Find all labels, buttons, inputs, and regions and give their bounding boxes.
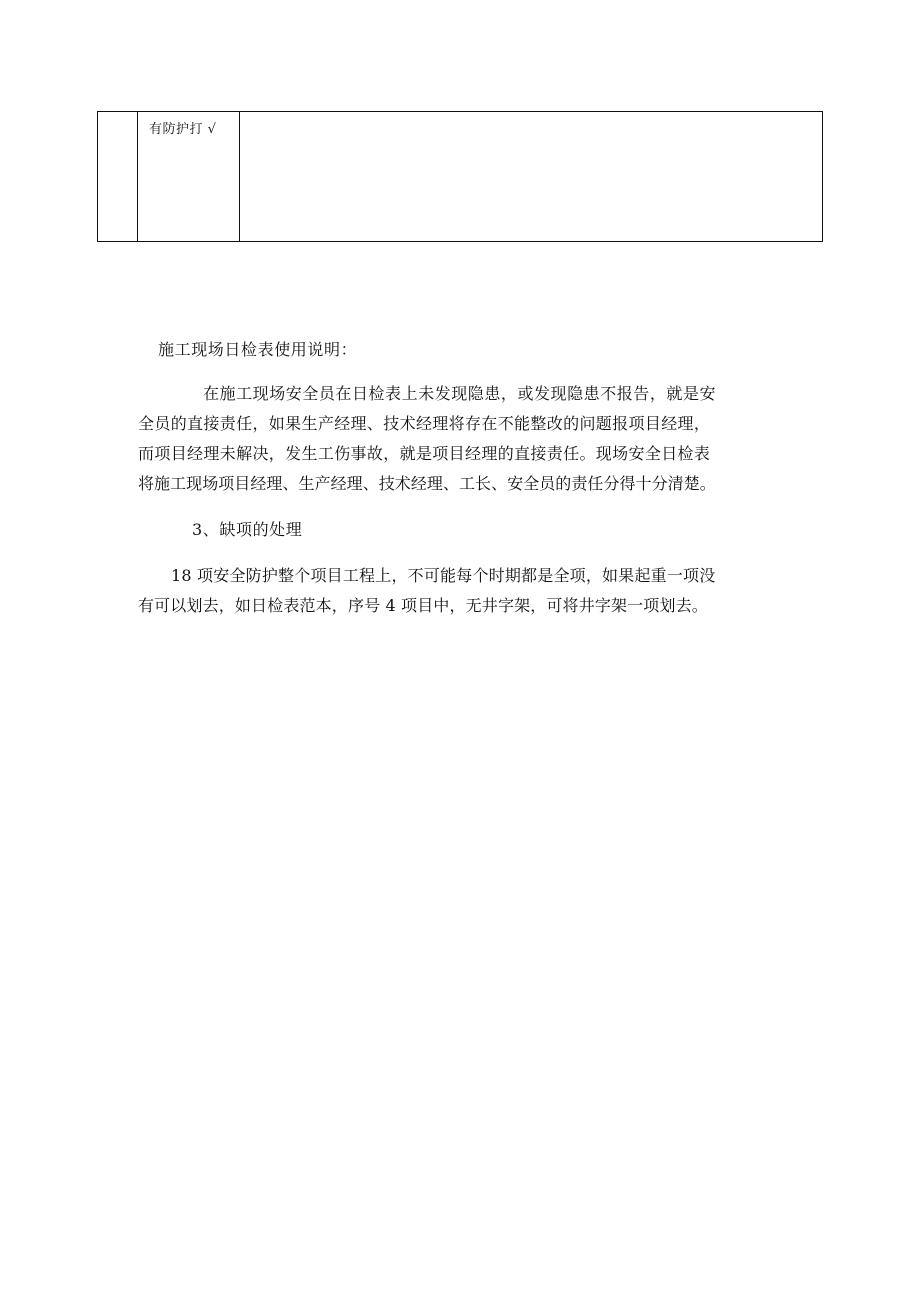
usage-instructions-heading: 施工现场日检表使用说明： — [158, 340, 358, 359]
table-column-divider — [137, 112, 138, 241]
section-title-missing-items: 3、缺项的处理 — [192, 520, 303, 539]
paragraph-line: 而项目经理未解决，发生工伤事故，就是项目经理的直接责任。现场安全日检表 — [138, 444, 711, 463]
paragraph-line: 在施工现场安全员在日检表上未发现隐患，或发现隐患不报告，就是安 — [203, 384, 717, 403]
paragraph-line: 将施工现场项目经理、生产经理、技术经理、工长、安全员的责任分得十分清楚。 — [138, 474, 716, 493]
paragraph-line: 18 项安全防护整个项目工程上，不可能每个时期都是全项，如果起重一项没 — [171, 566, 716, 585]
instructions-paragraph — [138, 379, 788, 499]
table-column-divider — [239, 112, 240, 241]
paragraph-line: 有可以划去，如日检表范本，序号 4 项目中，无井字架，可将井字架一项划去。 — [138, 596, 708, 615]
paragraph-line: 全员的直接责任，如果生产经理、技术经理将存在不能整改的问题报项目经理， — [138, 414, 711, 433]
inspection-table — [97, 111, 823, 242]
table-cell-protection-check: 有防护打 √ — [149, 122, 217, 137]
missing-items-paragraph — [138, 561, 788, 621]
